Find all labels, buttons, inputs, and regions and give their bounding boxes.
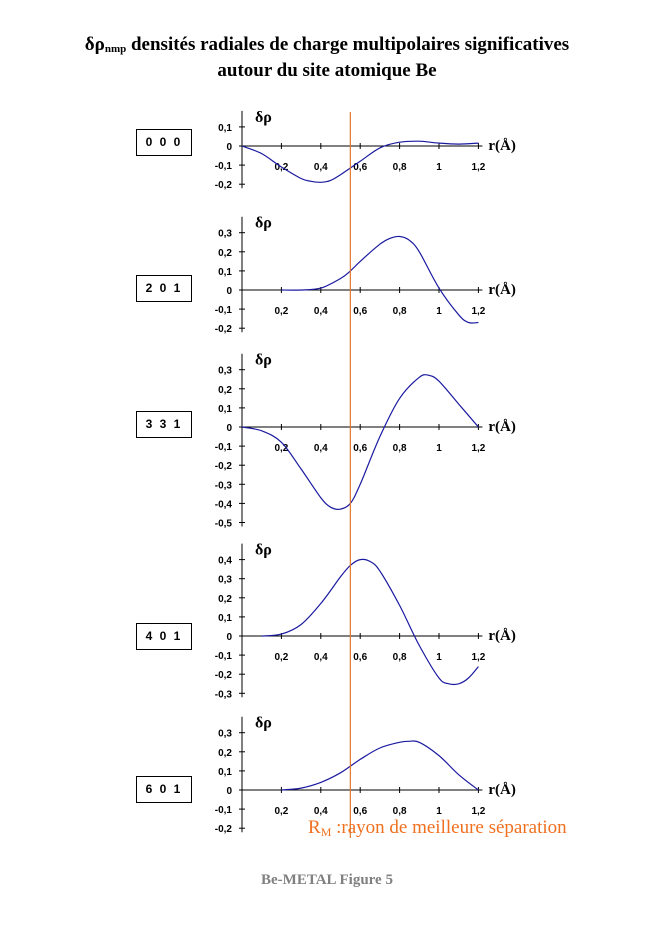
y-tick-label: 0 xyxy=(226,632,232,643)
y-tick-label: -0,5 xyxy=(214,518,232,530)
y-tick-label: 0 xyxy=(226,142,232,153)
x-axis-title: r(Å) xyxy=(488,138,516,154)
title-line-2: autour du site atomique Be xyxy=(217,60,437,81)
y-axis-title: δρ xyxy=(255,214,272,232)
chart-panel-2 xyxy=(215,215,516,336)
x-tick-label: 1 xyxy=(436,806,442,817)
x-tick-label: 0,2 xyxy=(274,306,289,317)
series-line xyxy=(281,741,478,790)
x-tick-label: 1 xyxy=(436,306,442,317)
y-tick-label: -0,2 xyxy=(214,324,232,336)
y-tick-label: 0,2 xyxy=(218,384,232,396)
y-tick-label: -0,2 xyxy=(214,670,232,682)
y-tick-label: 0,4 xyxy=(218,555,232,567)
y-tick-label: 0,3 xyxy=(218,728,232,740)
y-tick-label: 0,1 xyxy=(218,266,232,278)
y-axis-title: δρ xyxy=(255,351,272,369)
chart-panel-4 xyxy=(215,542,516,701)
y-axis-title: δρ xyxy=(255,541,272,559)
x-tick-label: 1,2 xyxy=(471,162,486,173)
x-tick-label: 0,8 xyxy=(392,806,407,817)
y-tick-label: 0,1 xyxy=(218,403,232,415)
x-tick-label: 1,2 xyxy=(471,652,486,663)
panel-label: 3 3 1 xyxy=(136,411,192,438)
x-axis-title: r(Å) xyxy=(488,628,516,644)
chart-panel-1 xyxy=(215,109,516,191)
y-tick-label: -0,2 xyxy=(214,180,232,192)
y-tick-label: -0,1 xyxy=(214,442,232,454)
x-tick-label: 0,8 xyxy=(392,443,407,454)
x-tick-label: 1,2 xyxy=(471,443,486,454)
x-tick-label: 0,4 xyxy=(313,652,328,663)
panel-label: 2 0 1 xyxy=(136,275,192,302)
x-tick-label: 0,4 xyxy=(313,162,328,173)
y-tick-label: 0,3 xyxy=(218,574,232,586)
series-line xyxy=(262,559,479,684)
x-tick-label: 0,6 xyxy=(353,806,368,817)
y-tick-label: 0,2 xyxy=(218,247,232,259)
title-line-1: δρnmp densités radiales de charge multipolaires significatives xyxy=(84,34,570,55)
y-tick-label: -0,3 xyxy=(214,480,232,492)
x-tick-label: 0,6 xyxy=(353,306,368,317)
y-tick-label: -0,3 xyxy=(214,689,232,701)
y-tick-label: -0,1 xyxy=(214,651,232,663)
y-tick-label: 0,2 xyxy=(218,747,232,759)
x-tick-label: 0,6 xyxy=(353,162,368,173)
series-line xyxy=(281,236,478,323)
x-tick-label: 0,6 xyxy=(353,652,368,663)
y-tick-label: -0,2 xyxy=(214,824,232,836)
y-tick-label: 0,1 xyxy=(218,122,232,134)
x-tick-label: 0,6 xyxy=(353,443,368,454)
x-tick-label: 0,2 xyxy=(274,806,289,817)
y-tick-label: 0,1 xyxy=(218,766,232,778)
x-tick-label: 1 xyxy=(436,652,442,663)
x-tick-label: 1,2 xyxy=(471,306,486,317)
y-tick-label: -0,4 xyxy=(214,499,232,511)
panel-label: 4 0 1 xyxy=(136,623,192,650)
figure-caption: Be-METAL Figure 5 xyxy=(261,872,393,888)
y-tick-label: -0,2 xyxy=(214,461,232,473)
y-axis-title: δρ xyxy=(255,108,272,126)
y-tick-label: 0 xyxy=(226,286,232,297)
x-tick-label: 0,4 xyxy=(313,806,328,817)
panel-label: 0 0 0 xyxy=(136,129,192,156)
x-axis-title: r(Å) xyxy=(488,282,516,298)
x-tick-label: 0,2 xyxy=(274,652,289,663)
y-tick-label: -0,1 xyxy=(214,161,232,173)
x-tick-label: 0,8 xyxy=(392,306,407,317)
y-tick-label: -0,1 xyxy=(214,805,232,817)
panel-label: 6 0 1 xyxy=(136,776,192,803)
y-tick-label: 0,3 xyxy=(218,365,232,377)
y-axis-title: δρ xyxy=(255,714,272,732)
x-tick-label: 0,4 xyxy=(313,306,328,317)
y-tick-label: -0,1 xyxy=(214,305,232,317)
x-tick-label: 1 xyxy=(436,443,442,454)
x-tick-label: 0,8 xyxy=(392,162,407,173)
y-tick-label: 0,3 xyxy=(218,228,232,240)
x-tick-label: 1,2 xyxy=(471,806,486,817)
x-tick-label: 1 xyxy=(436,162,442,173)
x-tick-label: 0,2 xyxy=(274,443,289,454)
chart-panel-3 xyxy=(215,352,516,530)
x-tick-label: 0,2 xyxy=(274,162,289,173)
y-tick-label: 0,1 xyxy=(218,612,232,624)
x-axis-title: r(Å) xyxy=(488,419,516,435)
rm-annotation: RM :rayon de meilleure séparation xyxy=(308,817,567,839)
y-tick-label: 0,2 xyxy=(218,593,232,605)
x-tick-label: 0,8 xyxy=(392,652,407,663)
y-tick-label: 0 xyxy=(226,786,232,797)
x-tick-label: 0,4 xyxy=(313,443,328,454)
y-tick-label: 0 xyxy=(226,423,232,434)
x-axis-title: r(Å) xyxy=(488,782,516,798)
